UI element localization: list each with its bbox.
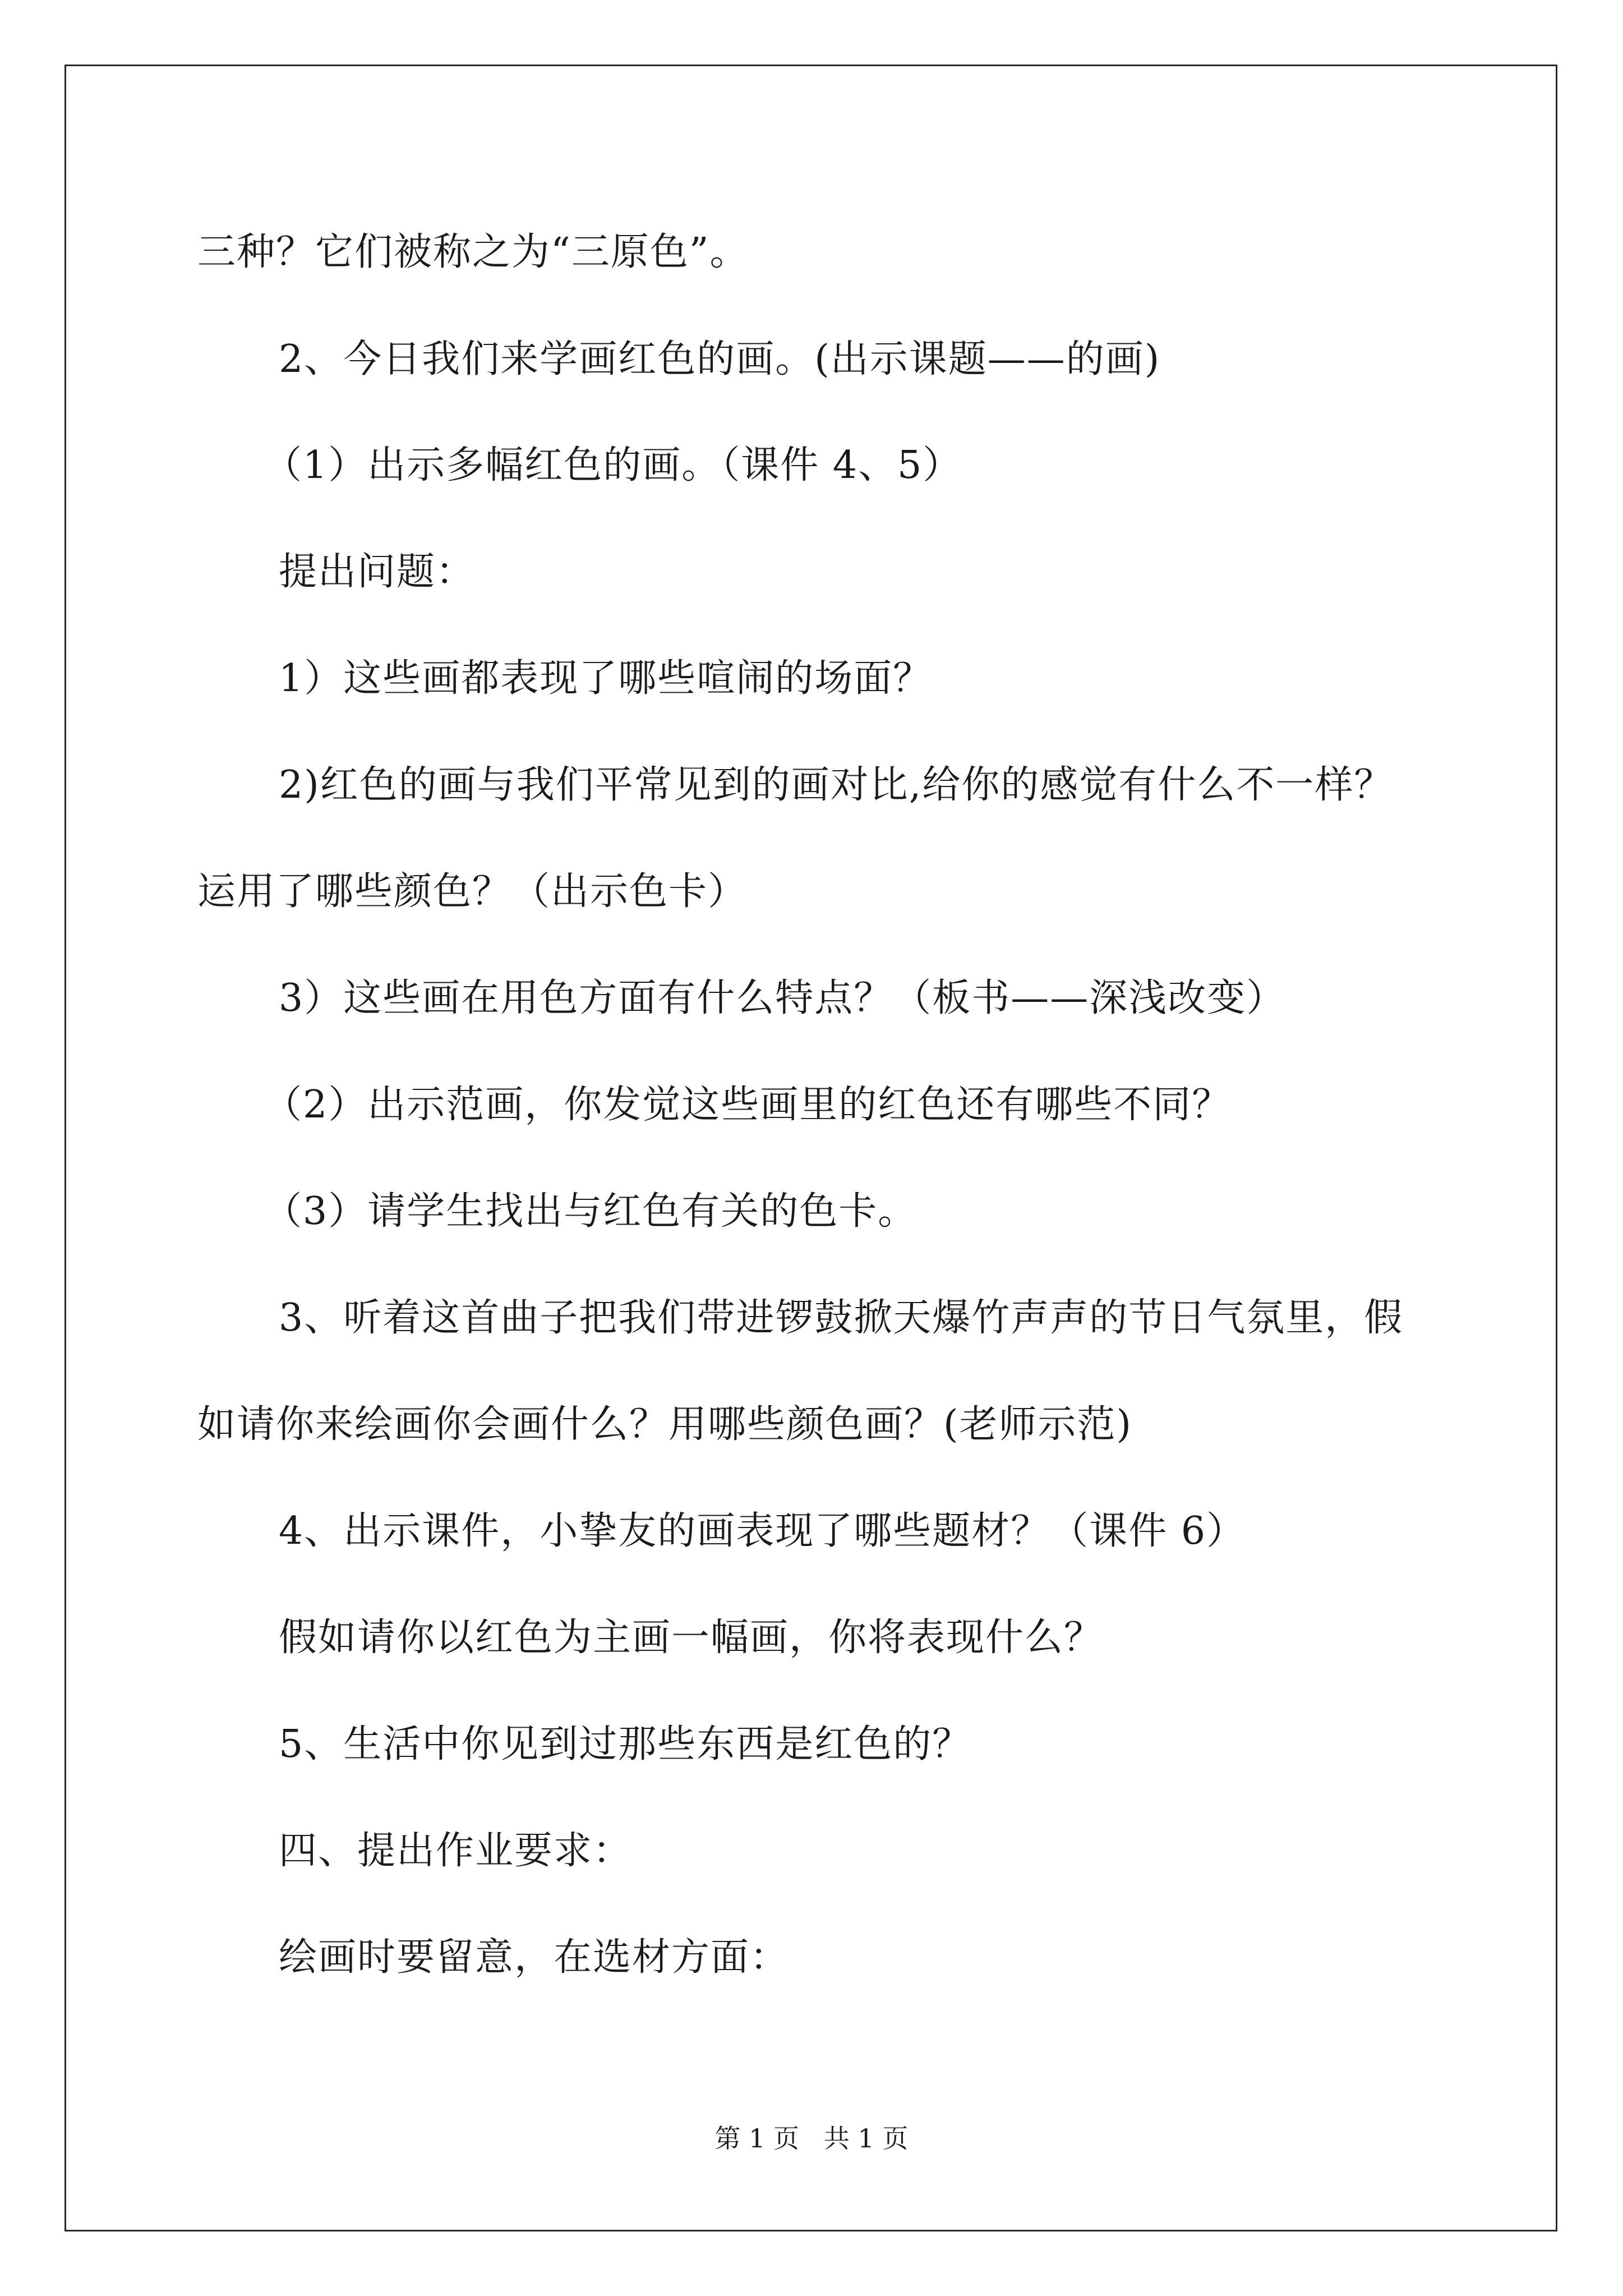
paragraph-line-15: 5、生活中你见到过那些东西是红色的？	[279, 1722, 972, 1766]
paragraph-line-10: （3）请学生找出与红色有关的色卡。	[264, 1189, 917, 1234]
paragraph-line-13: 4、出示课件，小挚友的画表现了哪些题材？（课件 6）	[279, 1509, 1246, 1553]
paragraph-line-8: 3）这些画在用色方面有什么特点？（板书——深浅改变）	[279, 976, 1286, 1020]
paragraph-line-17: 绘画时要留意，在选材方面：	[279, 1935, 790, 1980]
paragraph-line-9: （2）出示范画，你发觉这些画里的红色还有哪些不同？	[264, 1083, 1232, 1127]
paragraph-line-4: 提出问题：	[279, 550, 476, 594]
paragraph-line-6: 2)红色的画与我们平常见到的画对比,给你的感觉有什么不一样？	[279, 763, 1394, 807]
paragraph-line-11: 3、听着这首曲子把我们带进锣鼓掀天爆竹声声的节日气氛里，假	[279, 1296, 1404, 1340]
paragraph-line-14: 假如请你以红色为主画一幅画，你将表现什么？	[279, 1616, 1104, 1660]
paragraph-line-3: （1）出示多幅红色的画。（课件 4、5）	[264, 443, 962, 487]
paragraph-line-1: 三种？它们被称之为“三原色”。	[197, 230, 749, 274]
paragraph-line-16: 四、提出作业要求：	[279, 1829, 633, 1873]
page-number-footer: 第 1 页 共 1 页	[714, 2123, 909, 2154]
paragraph-line-7: 运用了哪些颜色？（出示色卡）	[197, 869, 748, 914]
page-border	[64, 65, 1557, 2231]
paragraph-line-12: 如请你来绘画你会画什么？用哪些颜色画？(老师示范)	[197, 1402, 1133, 1447]
paragraph-line-2: 2、今日我们来学画红色的画。(出示课题——的画)	[279, 337, 1161, 381]
paragraph-line-5: 1）这些画都表现了哪些喧闹的场面？	[279, 656, 933, 701]
